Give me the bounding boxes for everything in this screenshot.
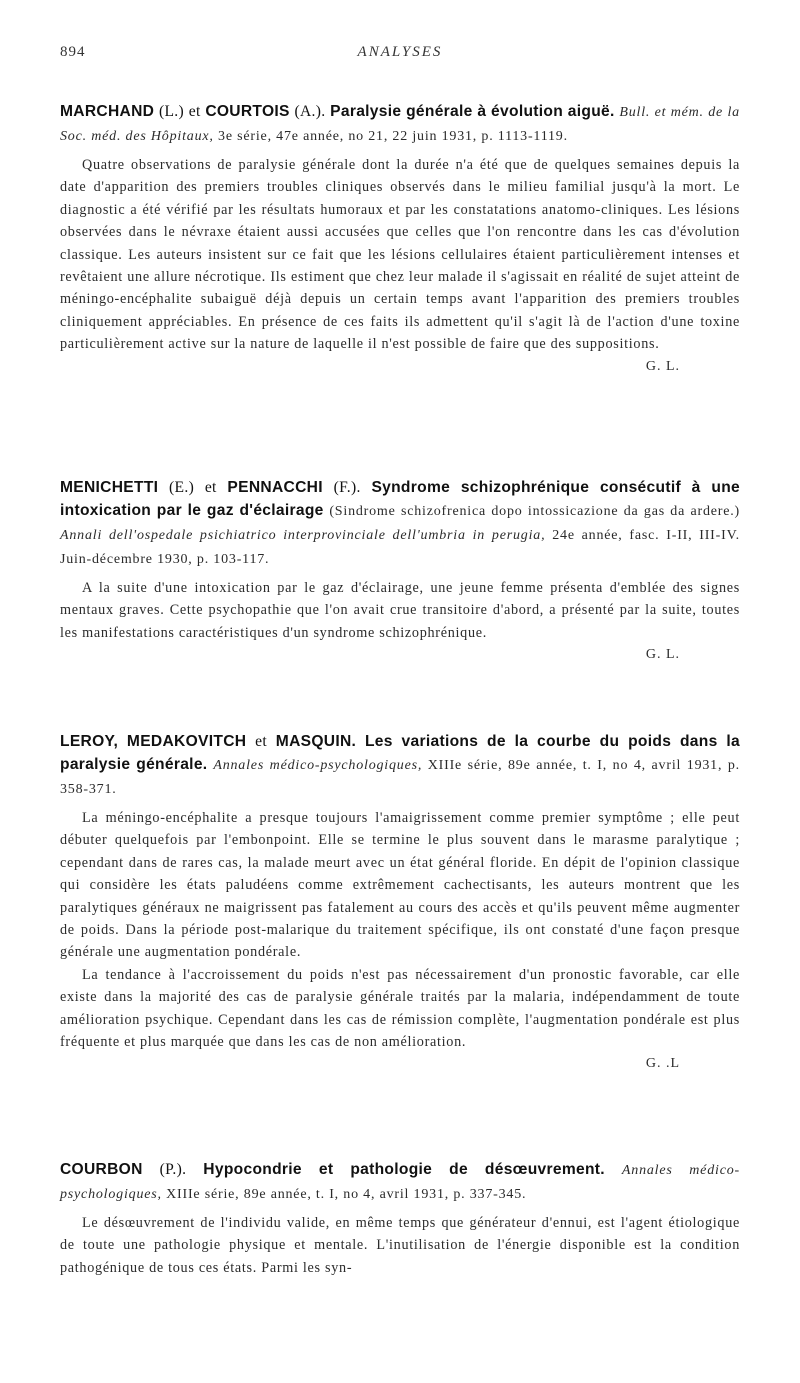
entry-author: LEROY, MEDAKOVITCH [60,733,247,750]
reviewer-signature: G. L. [645,358,680,374]
entry-title: Syndrome schizophrénique consécutif à une intoxication par le gaz d'éclairage [60,479,741,519]
entry-coauthor: COURTOIS [205,103,290,120]
entry-author-initial: (P.). [159,1161,187,1178]
entry-author: COURBON [60,1161,143,1178]
reviewer-signature: G. .L [645,1056,680,1072]
review-entry-courbon [60,1158,740,1279]
entry-conjunction: et [255,733,267,750]
entry-title: Les variations de la courbe du poids dans la paralysie générale. [60,733,740,773]
citation-details: XIIIe série, 89e année, t. I, no 4, avril 1931, p. 337-345. [166,1187,527,1202]
entry-heading [60,730,740,801]
entry-heading [60,100,740,148]
entry-author: MENICHETTI [60,479,159,496]
entry-coauthor: MASQUIN. [275,733,357,750]
citation-journal: Annali dell'ospedale psichiatrico interprovinciale dell'umbria in perugia, [60,528,546,543]
entry-coauthor-initial: (A.). [294,103,326,120]
entry-paragraph: La méningo-encéphalite a presque toujours l'amaigrissement comme premier symptôme ; elle peut débuter quelquefois par l'embonpoint. Elle se termine le plus souvent dans le marasme paralytique ; cependant dans de rares cas, la malade meurt avec un état général floride. En dépit de l'opinion classique qui considère les états paludéens comme extrêmement cachectisants, les auteurs montrent que les paralytiques généraux ne maigrissent pas fatalement au cours des accès et qu'ils peuvent même augmenter de poids. Dans la période post-malarique du traitement spécifique, ils ont constaté d'une façon presque générale une augmentation pondérale. [60,810,740,961]
entry-body [60,807,740,1075]
page-number: 894 [60,44,86,60]
review-entry-leroy [60,730,740,1075]
entry-paragraph: La tendance à l'accroissement du poids n'est pas nécessairement d'un pronostic favorable, car elle existe dans la majorité des cas de paralysie générale traités par la malaria, indépendamment de toute amélioration psychique. Cependant dans les cas de rémission complète, l'augmentation pondérale est plus fréquente et plus marquée que dans les cas de non amélioration. [60,966,740,1051]
section-title: ANALYSES [357,44,443,60]
entry-paragraph: Quatre observations de paralysie générale dont la durée n'a été que de quelques semaines depuis la date d'apparition des premiers troubles cliniques observés dans le milieu familial jusqu'à la mort. Le diagnostic a été vérifié par les résultats humoraux et par les constatations anatomo-cliniques. Les lésions observées dans le névraxe étaient aussi accusées que celles que l'on rencontre dans les cas d'évolution classique. Les auteurs insistent sur ce fait que les lésions cellulaires étaient particulièrement intenses et revêtaient une allure nécrotique. Ils estiment que chez leur malade il s'agissait en réalité de sujet atteint de méningo-encéphalite subaiguë déjà depuis un certain temps avant l'apparition des premiers troubles cliniquement appréciables. En présence de ces faits ils admettent qu'il s'agit là de l'action d'une toxine particulièrement active sur la nature de laquelle il n'est possible de faire que des suppositions. [60,157,740,353]
reviewer-signature: G. L. [645,647,680,663]
citation-journal: Bull. et mém. de la Soc. méd. des Hôpitaux, [60,105,740,144]
running-head [60,44,740,64]
entry-heading [60,476,740,571]
entry-conjunction: et [188,103,201,120]
entry-paragraph: A la suite d'une intoxication par le gaz d'éclairage, une jeune femme présenta d'emblée des signes mentaux graves. Cette psychopathie que l'on avait crue transitoire d'abord, a présenté par la suite, toutes les manifestations caractéristiques d'un syndrome schizophrénique. [60,580,740,641]
entry-body [60,1212,740,1279]
entry-title: Hypocondrie et pathologie de désœuvrement. [203,1161,605,1178]
review-entry-marchand [60,100,740,378]
citation-journal: Annales médico-psychologiques, [60,1163,740,1202]
entry-conjunction: et [204,479,217,496]
entry-heading [60,1158,740,1206]
entry-coauthor-initial: (F.). [333,479,361,496]
citation-journal: Annales médico-psychologiques, [213,758,423,773]
entry-body [60,154,740,378]
review-entry-menichetti [60,476,740,666]
entry-author-initial: (E.) [169,479,195,496]
entry-paragraph: Le désœuvrement de l'individu valide, en même temps que générateur d'ennui, est l'agent étiologique de toute une pathologie physique et mentale. L'inutilisation de l'énergie disponible est la condition pathogénique de tous ces états. Parmi les syn- [60,1215,740,1276]
citation-details: 3e série, 47e année, no 21, 22 juin 1931, p. 1113-1119. [218,129,568,144]
citation-details: 24e année, fasc. I-II, III-IV. Juin-décembre 1930, p. 103-117. [60,528,740,567]
citation-original-title: (Sindrome schizofrenica dopo intossicazione da gas da ardere.) [329,504,740,519]
entry-body [60,577,740,666]
entry-title: Paralysie générale à évolution aiguë. [330,103,615,120]
entry-author-initial: (L.) [158,103,184,120]
citation-details: XIIIe série, 89e année, t. I, no 4, avril 1931, p. 358-371. [60,758,740,797]
entry-coauthor: PENNACCHI [227,479,323,496]
entry-author: MARCHAND [60,103,155,120]
